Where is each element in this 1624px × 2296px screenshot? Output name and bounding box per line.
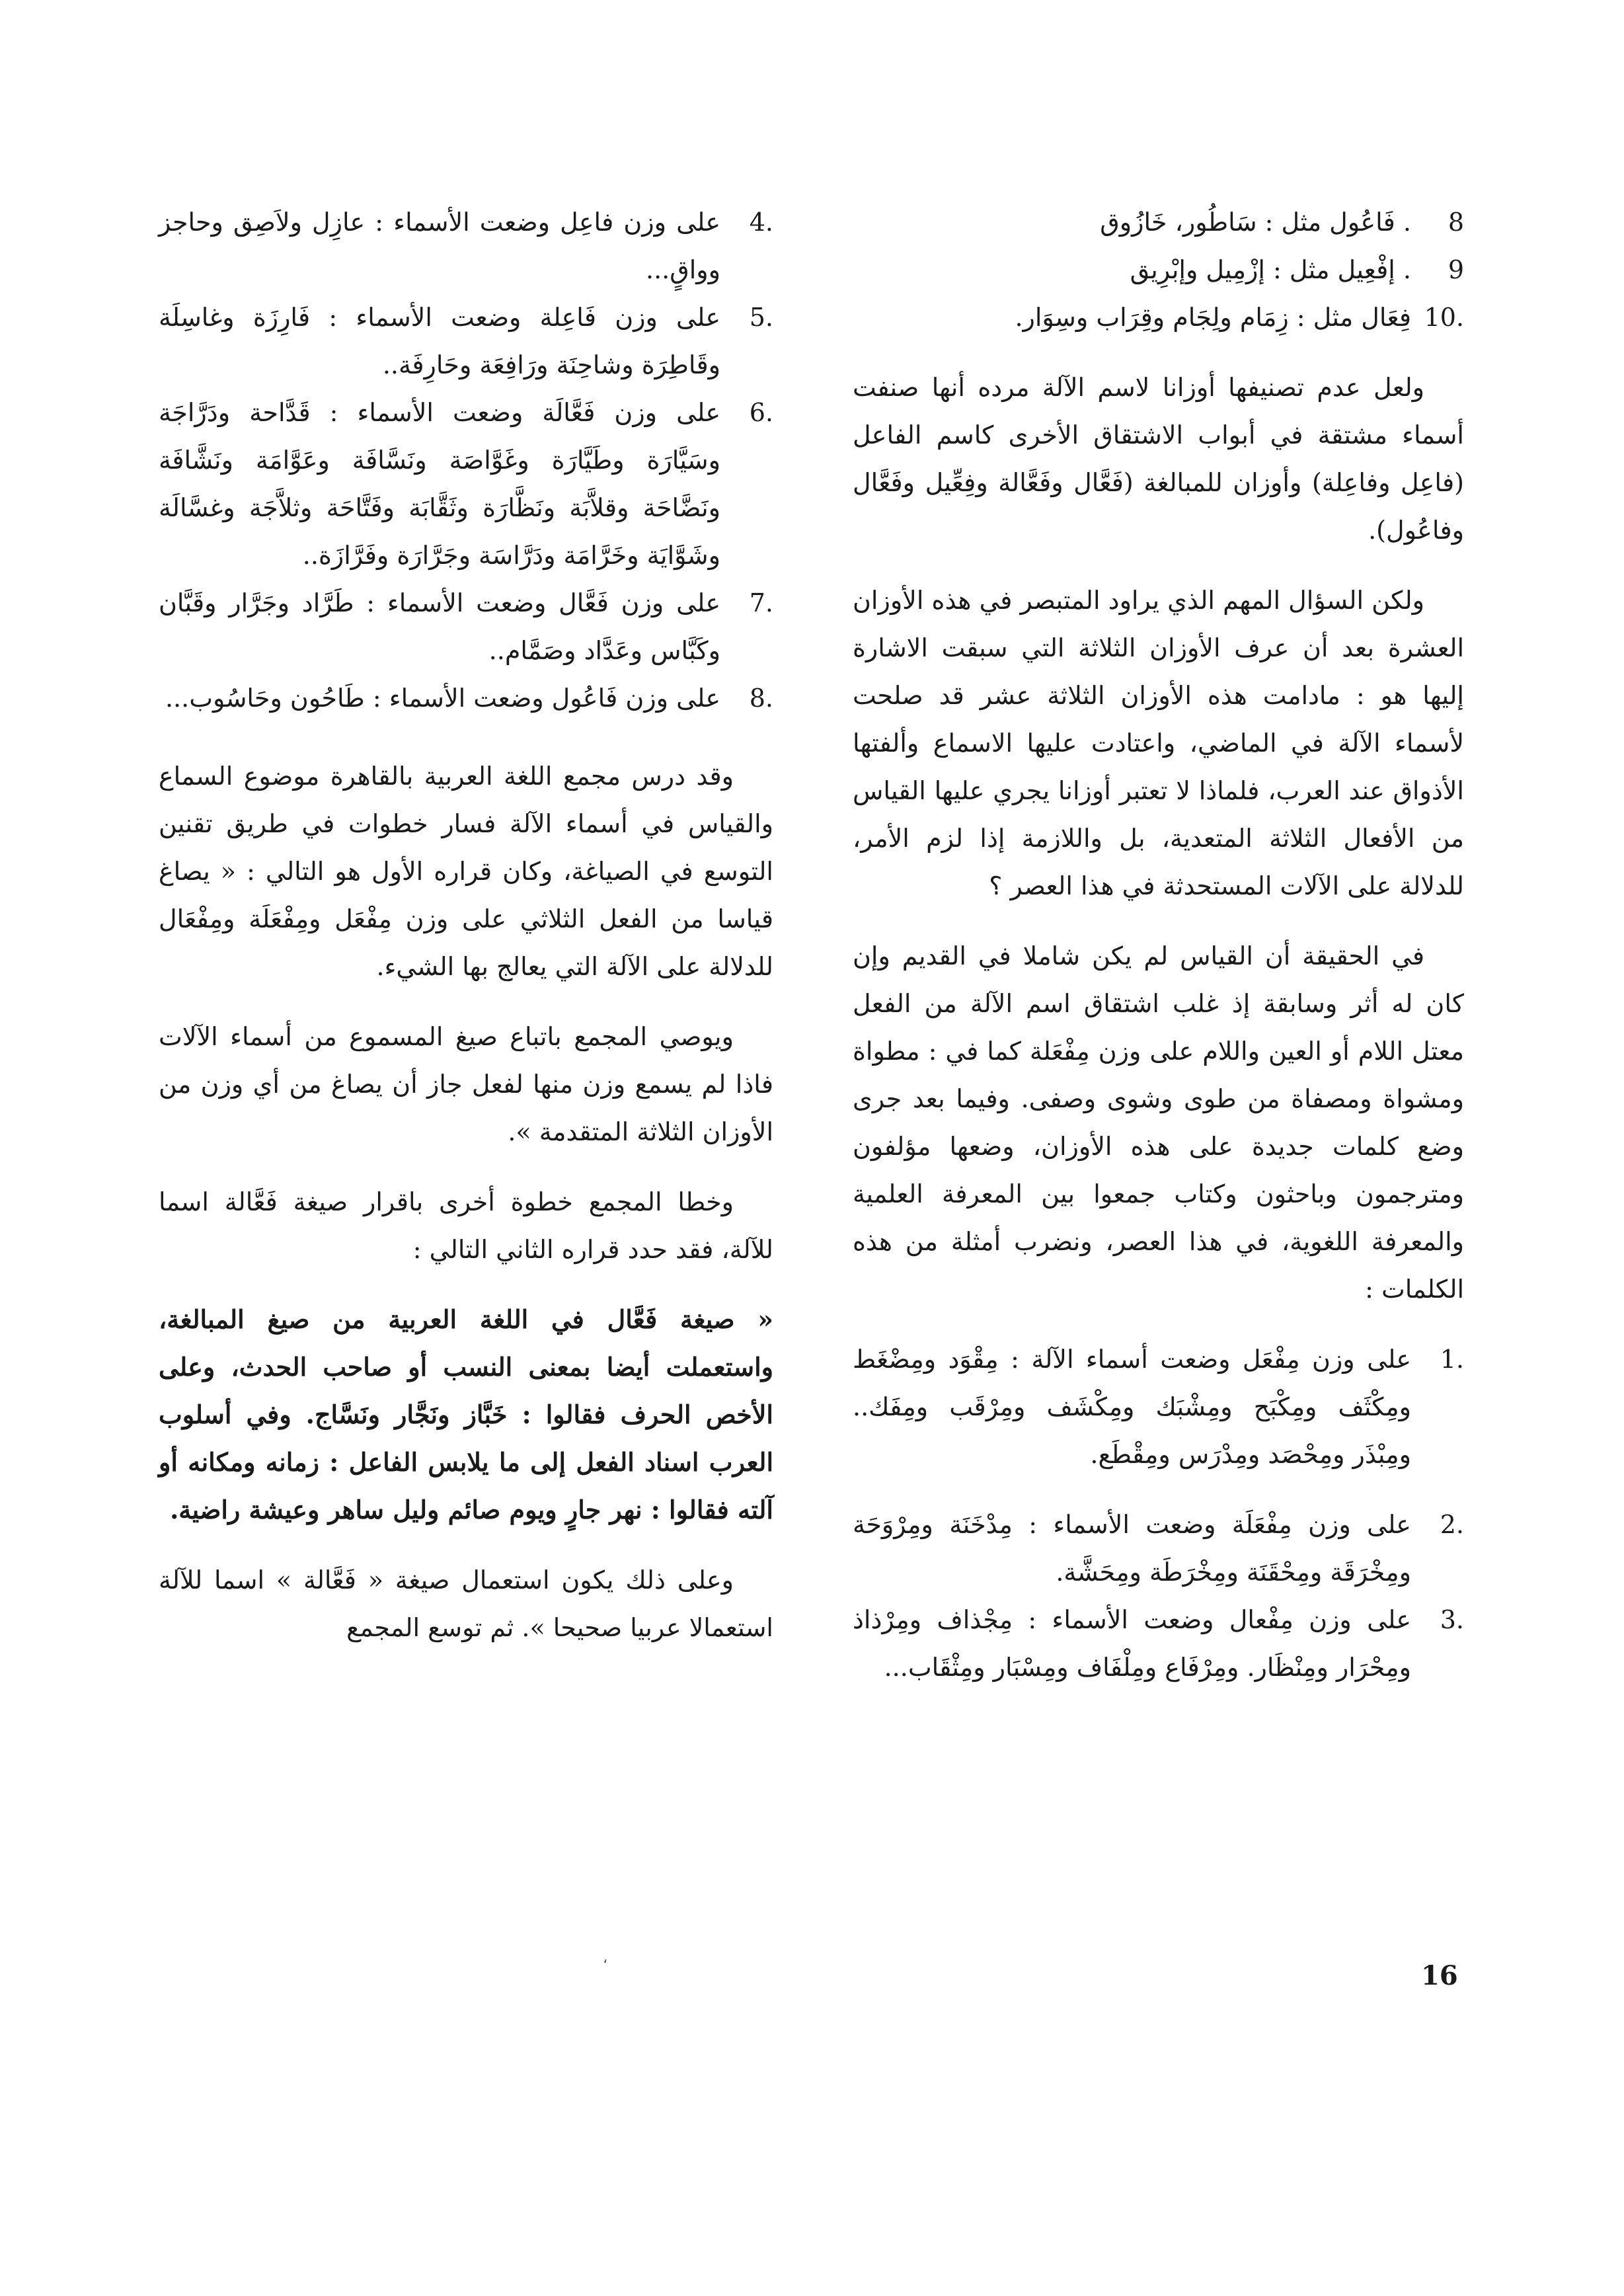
- list-item-text: . فَاعُول مثل : سَاطُور، خَازُوق: [1100, 208, 1411, 237]
- list-item: [853, 1501, 1464, 1596]
- list-item-text: على وزن فَعَّال وضعت الأسماء : طَرَّاد وجَرَّار وقَبَّان وكَبَّاس وعَدَّاد وصَمَّام..: [159, 588, 720, 665]
- paragraph: وخطا المجمع خطوة أخرى باقرار صيغة فَعَّالة اسما للآلة، فقد حدد قراره الثاني التالي :: [159, 1187, 773, 1264]
- list-item-number: 8.: [749, 684, 773, 713]
- list-item-number: 2.: [1440, 1510, 1464, 1539]
- list-item-number: 3.: [1440, 1605, 1464, 1634]
- list-item: [853, 1335, 1464, 1478]
- list-item-number: 9: [1448, 255, 1464, 284]
- list-item: [159, 198, 773, 294]
- list-item-number: 5.: [749, 303, 773, 332]
- left-column: [159, 198, 773, 1651]
- list-item: [853, 294, 1464, 341]
- quote-paragraph: « صيغة فَعَّال في اللغة العربية من صيغ المبالغة، واستعملت أيضا بمعنى النسب أو صاحب الحدث، وعلى الأخص الحرف فقالوا : خَبَّاز ونَجَّار ونَسَّاج. وفي أسلوب العرب اسناد الفعل إلى ما يلابس الفاعل : زمانه ومكانه أو آلته فقالوا : نهر جارٍ ويوم صائم وليل ساهر وعيشة راضية.: [159, 1304, 773, 1524]
- list-item-text: على وزن مِفْعَل وضعت أسماء الآلة : مِقْوَد ومِضْغَط ومِكْثَف ومِكْبَح ومِشْبَك ومِكْشَف ومِرْقَب ومِفَك.. ومِبْذَر ومِحْصَد ومِدْرَس ومِقْطَع.: [853, 1345, 1412, 1469]
- list-item: [853, 246, 1464, 294]
- list-item: [159, 674, 773, 722]
- list-item: [159, 294, 773, 389]
- list-item-text: على وزن فَاعِلة وضعت الأسماء : فَارِزَة وغاسِلَة وقَاطِرَة وشاحِنَة ورَافِعَة وحَارِفَة..: [159, 303, 720, 379]
- list-item-number: 1.: [1440, 1345, 1464, 1374]
- stray-mark: ،: [603, 1950, 608, 1967]
- paragraph: ويوصي المجمع باتباع صيغ المسموع من أسماء الآلات فاذا لم يسمع وزن منها لفعل جاز أن يصاغ من أي وزن من الأوزان الثلاثة المتقدمة ».: [159, 1022, 773, 1146]
- list-item-number: 6.: [749, 398, 773, 427]
- list-item: [853, 198, 1464, 246]
- paragraph: وعلى ذلك يكون استعمال صيغة « فَعَّالة » اسما للآلة استعمالا عربيا صحيحا ». ثم توسع المجمع: [159, 1565, 773, 1642]
- list-item-text: على وزن مِفْعال وضعت الأسماء : مِجْذاف ومِرْذاذ ومِحْرَار ومِنْظَار. ومِرْفَاع ومِلْفَاف ومِسْبَار ومِثْقَاب...: [853, 1605, 1411, 1682]
- paragraph: وقد درس مجمع اللغة العربية بالقاهرة موضوع السماع والقياس في أسماء الآلة فسار خطوات في طريق تقنين التوسع في الصياغة، وكان قراره الأول هو التالي : « يصاغ قياسا من الفعل الثلاثي على وزن مِفْعَل ومِفْعَلَة ومِفْعَال للدلالة على الآلة التي يعالج بها الشيء.: [159, 762, 773, 981]
- right-column: [853, 198, 1464, 1691]
- list-item-number: 10.: [1424, 303, 1464, 332]
- list-item-number: 7.: [749, 588, 773, 617]
- list-item-text: فِعَال مثل : زِمَام ولِجَام وقِرَاب وسِوَار.: [1015, 303, 1411, 332]
- paragraph: ولكن السؤال المهم الذي يراود المتبصر في هذه الأوزان العشرة بعد أن عرف الأوزان الثلاثة التي سبقت الاشارة إليها هو : مادامت هذه الأوزان الثلاثة عشر قد صلحت لأسماء الآلة في الماضي، واعتادت عليها الاسماع وألفتها الأذواق عند العرب، فلماذا لا تعتبر أوزانا يجري عليها القياس من الأفعال الثلاثة المتعدية، بل واللازمة إذا لزم الأمر، للدلالة على الآلات المستحدثة في هذا العصر ؟: [853, 586, 1464, 900]
- list-item-text: على وزن فَاعُول وضعت الأسماء : طَاحُون وحَاسُوب...: [165, 684, 720, 713]
- page-number: 16: [1421, 1960, 1458, 1991]
- paragraph: ولعل عدم تصنيفها أوزانا لاسم الآلة مرده أنها صنفت أسماء مشتقة في أبواب الاشتقاق الأخرى كاسم الفاعل (فاعِل وفاعِلة) وأوزان للمبالغة (فَعَّال وفَعَّالة وفِعِّيل وفَعَّال وفاعُول).: [853, 373, 1464, 545]
- list-item-text: على وزن فَعَّالَة وضعت الأسماء : قَدَّاحة ودَرَّاجَة وسَيَّارَة وطَيَّارَة وغَوَّاصَة ونَسَّافَة وعَوَّامَة ونَشَّافَة ونَضَّاحَة وقلاَّبَة ونَظَّارَة وثَقَّابَة وفَتَّاحَة وثلاَّجَة وغسَّالَة وشَوَّايَة وخَرَّامَة ودَرَّاسَة وجَرَّارَة وفَرَّازَة..: [159, 398, 720, 570]
- list-item-text: على وزن مِفْعَلَة وضعت الأسماء : مِدْخَنَة ومِرْوَحَة ومِخْرَقَة ومِحْقَنَة ومِخْرَطَة ومِحَشَّة.: [853, 1510, 1411, 1587]
- list-item: [853, 1596, 1464, 1691]
- list-item-text: . إفْعِيل مثل : إزْمِيل وإبْرِيق: [1130, 255, 1411, 284]
- list-item: [159, 389, 773, 579]
- paragraph: في الحقيقة أن القياس لم يكن شاملا في القديم وإن كان له أثر وسابقة إذ غلب اشتقاق اسم الآلة من الفعل معتل اللام أو العين واللام على وزن مِفْعَلة كما في : مطواة ومشواة ومصفاة من طوى وشوى وصفى. وفيما بعد جرى وضع كلمات جديدة على هذه الأوزان، وضعها مؤلفون ومترجمون وباحثون وكتاب جمعوا بين المعرفة العلمية والمعرفة اللغوية، في هذا العصر، ونضرب أمثلة من هذه الكلمات :: [853, 941, 1464, 1304]
- list-item: [159, 579, 773, 674]
- list-item-text: على وزن فاعِل وضعت الأسماء : عازِل ولاَصِق وحاجز وواقٍ...: [159, 208, 720, 284]
- list-item-number: 8: [1448, 208, 1464, 237]
- list-item-number: 4.: [749, 208, 773, 237]
